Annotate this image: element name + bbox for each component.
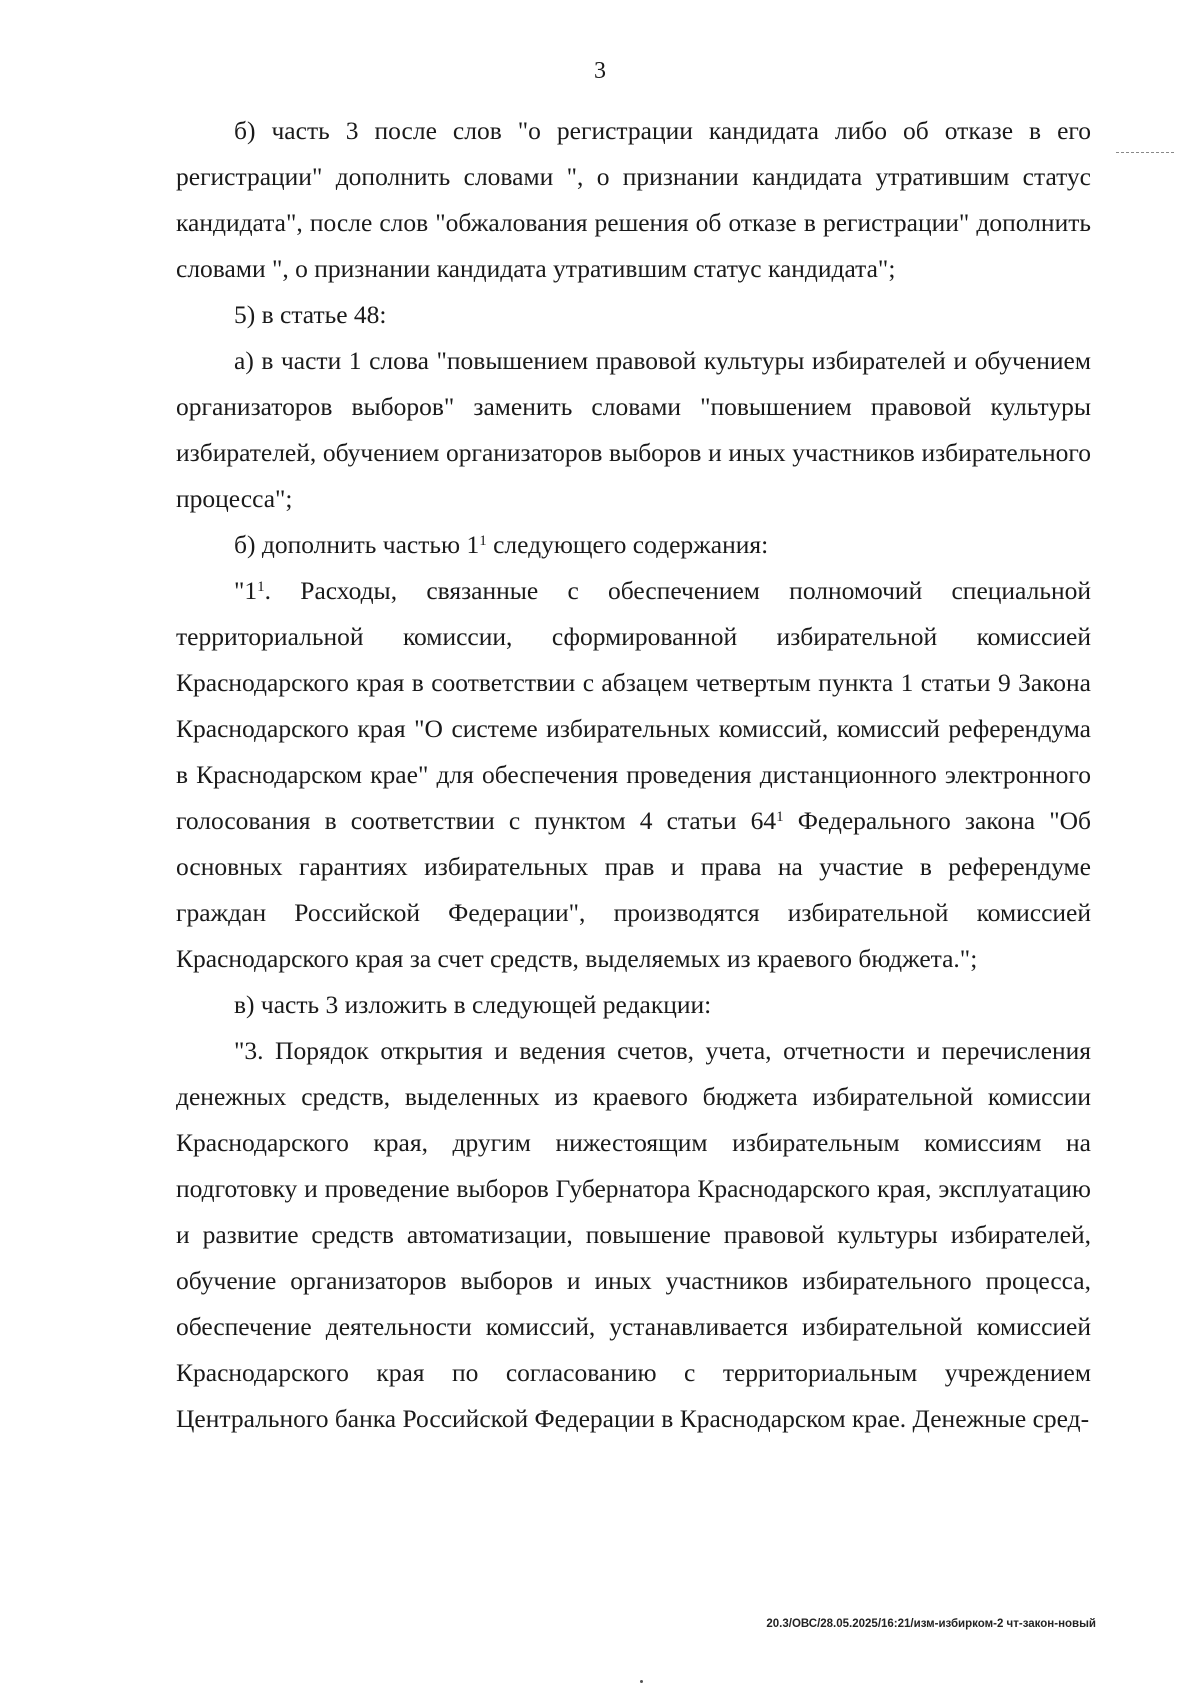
paragraph-amendment-b-part1-1 <box>176 522 1091 568</box>
document-body <box>176 108 1091 1442</box>
paragraph-article-48: 5) в статье 48: <box>234 300 387 329</box>
text-fragment: Федерального закона "Об основных гарантиях избирательных прав и права на участие в референдуме граждан Российской Федерации", производятся избирательной комиссией Краснодарского края за счет средств, выделяемых из краевого бюджета."; <box>176 806 1091 973</box>
paragraph-amendment-v-part3: в) часть 3 изложить в следующей редакции: <box>234 990 712 1019</box>
scan-artifact-dot <box>640 1680 643 1683</box>
superscript: 1 <box>257 578 265 595</box>
text-fragment: . Расходы, связанные с обеспечением полномочий специальной территориальной комиссии, сформированной избирательной комиссией Краснодарского края в соответствии с абзацем четвертым пункта 1 статьи 9 Закона Краснодарского края "О системе избирательных комиссий, комиссий референдума в Краснодарском крае" для обеспечения проведения дистанционного электронного голосования в соответствии с пунктом 4 статьи 64 <box>176 576 1091 835</box>
paragraph-amendment-b-part3: б) часть 3 после слов "о регистрации кандидата либо об отказе в его регистрации" дополнить словами ", о признании кандидата утратившим статус кандидата", после слов "обжалования решения об отказе в регистрации" дополнить словами ", о признании кандидата утратившим статус кандидата"; <box>176 116 1091 283</box>
text-fragment: "1 <box>234 576 258 605</box>
document-footer-code: 20.3/ОВС/28.05.2025/16:21/изм-избирком-2 чт-закон-новый <box>766 1618 1096 1630</box>
page-number: 3 <box>594 58 606 84</box>
paragraph-new-part-3: "3. Порядок открытия и ведения счетов, учета, отчетности и перечисления денежных средств, выделенных из краевого бюджета избирательной комиссии Краснодарского края, другим нижестоящим избирательным комиссиям на подготовку и проведение выборов Губернатора Краснодарского края, эксплуатацию и развитие средств автоматизации, повышение правовой культуры избирателей, обучение организаторов выборов и иных участников избирательного процесса, обеспечение деятельности комиссий, устанавливается избирательной комиссией Краснодарского края по согласованию с территориальным учреждением Центрального банка Российской Федерации в Краснодарском крае. Денежные сред- <box>176 1036 1091 1433</box>
paragraph-new-part-1-1 <box>176 568 1091 982</box>
scan-artifact-dash <box>1116 152 1174 153</box>
superscript: 1 <box>776 808 784 825</box>
paragraph-amendment-a-part1: а) в части 1 слова "повышением правовой культуры избирателей и обучением организаторов выборов" заменить словами "повышением правовой культуры избирателей, обучением организаторов выборов и иных участников избирательного процесса"; <box>176 346 1091 513</box>
superscript: 1 <box>479 532 487 549</box>
text-fragment: б) дополнить частью 1 <box>234 530 480 559</box>
text-fragment: следующего содержания: <box>486 530 769 559</box>
